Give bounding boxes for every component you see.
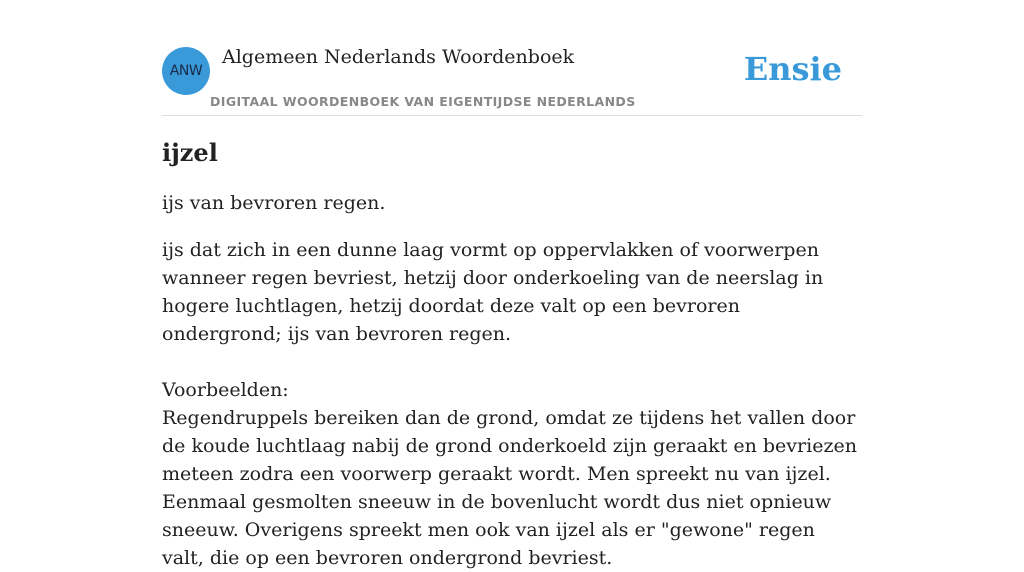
example-text: Regendruppels bereiken dan de grond, omdat ze tijdens het vallen door de koude luchtlaag nabij de grond onderkoeld zijn geraakt en bevriezen meteen zodra een voorwerp geraakt wordt. Men spreekt nu van ijzel. Eenmaal gesmolten sneeuw in de bovenlucht wordt dus niet opnieuw sneeuw. Overigens spreekt men ook van ijzel als er "gewone" regen valt, die op een bevroren ondergrond bevriest. [162,407,857,569]
site-title[interactable]: Algemeen Nederlands Woordenboek [222,46,575,68]
short-definition: ijs van bevroren regen. [162,192,386,214]
entry-content [162,138,862,572]
anw-logo[interactable] [162,47,210,95]
long-definition: ijs dat zich in een dunne laag vormt op oppervlakken of voorwerpen wanneer regen bevriest, hetzij door onderkoeling van de neerslag in hogere luchtlagen, hetzij doordat deze valt op een bevroren ondergrond; ijs van bevroren regen. [162,239,824,345]
ensie-logo[interactable]: Ensie [743,50,842,88]
site-subtitle: DIGITAAL WOORDENBOEK VAN EIGENTIJDSE NEDERLANDS [210,94,636,109]
site-header [162,40,862,116]
logo-text: ANW [169,63,203,79]
entry-word: ijzel [162,138,218,167]
examples-label: Voorbeelden: [162,379,289,401]
